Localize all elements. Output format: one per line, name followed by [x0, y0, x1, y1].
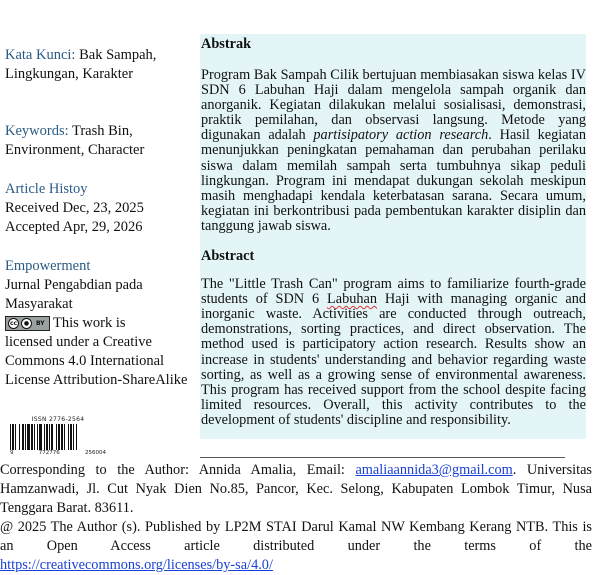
barcode-icon	[8, 424, 108, 450]
keywords-label: Keywords:	[5, 123, 69, 139]
abstrak-text-italic: partisipatory action research	[313, 127, 489, 144]
barcode-bar	[15, 424, 16, 450]
issn-label: ISSN 2776-2564	[31, 416, 85, 423]
license-url-link[interactable]: https://creativecommons.org/licenses/by-sa/4.0/	[0, 557, 273, 573]
barcode-bar	[37, 424, 38, 450]
abstrak-text	[201, 68, 586, 234]
barcode-bar	[70, 424, 72, 450]
barcode-bar	[61, 424, 63, 450]
abstract-heading: Abstract	[201, 248, 255, 265]
footer	[0, 461, 592, 575]
article-sidebar	[5, 46, 195, 390]
abstrak-text-part1: Program Bak Sampah Cilik bertujuan membiasakan siswa kelas IV SDN 6 Labuhan Haji dalam mengelola sampah organik dan anorganik. Kegiatan dilakukan melalui sosialisasi, demonstrasi, praktik pemilahan, dan observasi langsung. Metode yang digunakan adalah	[201, 67, 586, 144]
barcode-digit-prefix: 9	[10, 450, 14, 456]
kata-kunci-block	[5, 46, 195, 84]
kata-kunci-label: Kata Kunci:	[5, 47, 76, 63]
barcode-bar	[56, 424, 57, 450]
barcode-bar	[46, 424, 48, 450]
license-text-first: This work is	[53, 315, 126, 331]
issn-barcode	[8, 416, 108, 456]
cc-by-label: BY	[36, 320, 45, 327]
corresponding-text-1: Corresponding to the Author: Annida Amalia, Email:	[0, 462, 356, 478]
corresponding-text-2: . Universitas Hamzanwadi, Jl. Cut Nyak Dien No.85, Pancor, Kec. Selong, Kabupaten Lombok Timur, Nusa Tenggara Barat. 83611.	[0, 462, 592, 516]
barcode-bar	[58, 424, 60, 450]
keywords-value: Trash Bin, Environment, Character	[5, 123, 145, 158]
barcode-digits	[8, 450, 108, 456]
cc-logo-icon: cc	[9, 320, 18, 327]
received-date: Received Dec, 23, 2025	[5, 200, 144, 216]
barcode-bar	[19, 424, 20, 450]
barcode-bar	[76, 424, 77, 450]
keywords-block	[5, 122, 195, 160]
barcode-digit-group-2: 256004	[85, 450, 106, 456]
author-email-link[interactable]: amaliaannida3@gmail.com	[355, 462, 513, 478]
barcode-bar	[31, 424, 33, 450]
abstract-text-part1: The "Little Trash Can" program aims to familiarize fourth-grade students of SDN 6	[201, 276, 586, 308]
abstract-text-part2: Haji with managing organic and inorganic waste. Activities are conducted through outreach, demonstrations, sorting practices, and direct observation. The method used is participatory action research. Results show an increase in students' understanding and behavior regarding waste sorting, as well as a growing sense of environmental awareness. This program has received support from the school despite facing limited resources. Overall, this activity contributes to the development of students' discipline and responsibility.	[201, 291, 586, 428]
creative-commons-badge-icon[interactable]	[5, 316, 50, 331]
license-url-line	[0, 556, 592, 575]
journal-name: Jurnal Pengabdian pada Masyarakat	[5, 277, 143, 312]
attribution-person-icon: ●	[21, 318, 32, 329]
corresponding-author	[0, 461, 592, 518]
barcode-bar	[51, 424, 53, 450]
kata-kunci-value: Bak Sampah, Lingkungan, Karakter	[5, 47, 157, 82]
barcode-bar	[64, 424, 65, 450]
barcode-bar	[68, 424, 69, 450]
article-history-block	[5, 180, 195, 237]
barcode-digit-group-1: 772776	[38, 450, 60, 456]
barcode-bar	[22, 424, 24, 450]
license-row	[5, 314, 195, 333]
article-history-label: Article Histoy	[5, 181, 88, 197]
barcode-bar	[27, 424, 30, 450]
abstrak-heading: Abstrak	[201, 36, 252, 52]
barcode-bar	[44, 424, 45, 450]
spellcheck-word: Labuhan	[326, 291, 378, 308]
barcode-bar	[39, 424, 42, 450]
barcode-bar	[73, 424, 74, 450]
abstrak-text-part2: . Hasil kegiatan menunjukkan peningkatan pemahaman dan perubahan perilaku siswa dalam memilah sampah serta tumbuhnya sikap peduli lingkungan. Program ini mendapat dukungan sekolah meskipun masih menghadapi kendala keterbatasan sarana. Secara umum, kegiatan ini berkontribusi pada pembentukan karakter disiplin dan tanggung jawab siswa.	[201, 127, 587, 234]
barcode-bar	[10, 424, 11, 450]
accepted-date: Accepted Apr, 29, 2026	[5, 219, 143, 235]
barcode-bar	[34, 424, 35, 450]
journal-block	[5, 257, 195, 390]
journal-label: Empowerment	[5, 258, 91, 274]
license-text: licensed under a Creative Commons 4.0 International License Attribution-ShareAlike	[5, 334, 188, 388]
barcode-bar	[25, 424, 26, 450]
barcode-bar	[12, 424, 14, 450]
abstract-text	[201, 277, 586, 428]
abstract-panel	[200, 34, 586, 439]
footer-divider	[200, 457, 565, 458]
barcode-bar	[49, 424, 50, 450]
copyright-notice: @ 2025 The Author (s). Published by LP2M STAI Darul Kamal NW Kembang Kerang NTB. This is an Open Access article distributed under the terms of the	[0, 519, 592, 554]
